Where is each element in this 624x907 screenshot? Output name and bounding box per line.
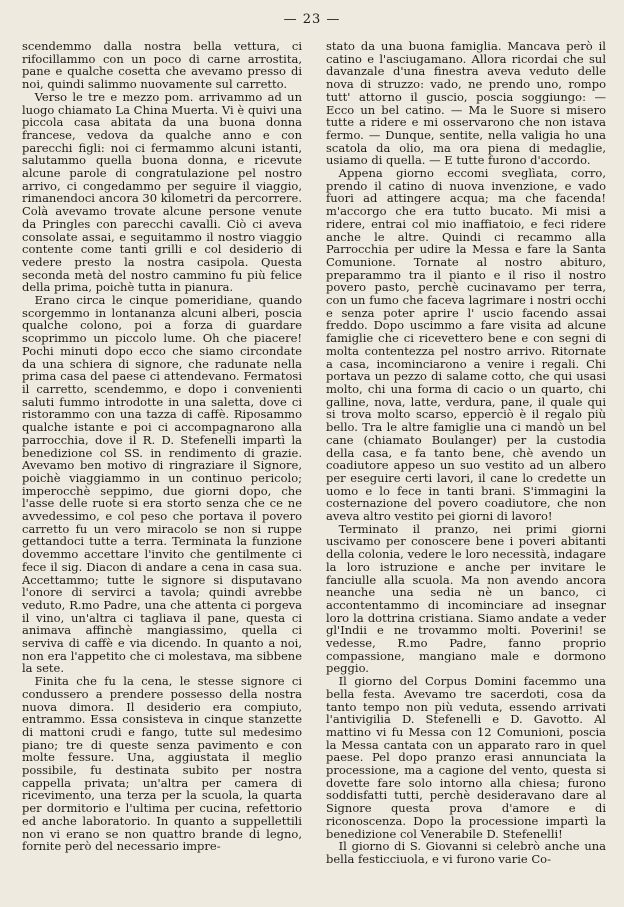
- paragraph: Appena giorno eccomi sveglìata, corro, prendo il catino di nuova invenzione, e vado fuori ad attingere acqua; ma che facenda! m'accorgo che era tutto bucato. Mi misi a ridere, entrai col mio inaffiatoio, e feci ridere anche le altre. Quindi ci recammo alla Parrocchia per udire la Messa e fare la Santa Comunione. Tornate al nostro abituro, preparammo tra il pianto e il riso il nostro povero pasto, perchè cucinavamo per terra, con un fumo che faceva lagrimare i nostri occhi e senza poter aprire l' uscio facendo assai freddo. Dopo uscimmo a fare visita ad alcune famiglie che ci ricevettero bene e con segni di molta contentezza pel nostro arrivo. Ritornate a casa, incominciarono a venire i regali. Chi portava un pezzo di salame cotto, che qui usasi molto, chi una forma di cacio o un quarto, chi galline, nova, latte, verdura, pane, il quale qui si trova molto scarso, epperciò è il regalo più bello. Tra le altre famiglie una ci mandò un bel cane (chiamato Boulanger) per la custodia della casa, e fa tanto bene, chè avendo un coadiutore appeso un suo vestito ad un albero per eseguire certi lavori, il cane lo credette un uomo e lo fece in tanti brani. S'immagini la costernazione del povero coadiutore, che non aveva altro vestito pei giorni di lavoro!: [326, 166, 606, 524]
- paragraph: Il giorno del Corpus Domini facemmo una bella festa. Avevamo tre sacerdoti, cosa da tanto tempo non più veduta, essendo arrivati l'antivigilia D. Stefenelli e D. Gavotto. Al mattino vi fu Messa con 12 Comunioni, poscia la Messa cantata con un apparato raro in quel paese. Pel dopo pranzo erasi annunciata la processione, ma a cagione del vento, questa si dovette fare solo intorno alla chiesa; furono soddisfatti tutti, perchè desideravano dare al Signore questa prova d'amore e di riconoscenza. Dopo la processione impartì la benedizione col Venerabile D. Stefenelli!: [326, 674, 606, 841]
- paragraph: Terminato il pranzo, nei primi giorni uscivamo per conoscere bene i poveri abitanti della colonia, vedere le loro necessità, indagare la loro istruzione e anche per invitare le fanciulle alla scuola. Ma non avendo ancora neanche una sedia nè un banco, ci accontentammo di incominciare ad insegnar loro la dottrina cristiana. Siamo andate a veder gl'Indii e ne trovammo molti. Poverini! se vedesse, R.mo Padre, fanno proprio compassione, mangiano male e dormono peggio.: [326, 521, 606, 676]
- text-column-right: [326, 40, 606, 866]
- paragraph: Il giorno di S. Giovanni si celebrò anche una bella festicciuola, e vi furono varie Co-: [326, 839, 606, 866]
- paragraph: stato da una buona famiglia. Mancava però il catino e l'asciugamano. Allora ricordai che sul davanzale d'una finestra aveva veduto delle nova di struzzo: vado, ne prendo uno, rompo tutt' attorno il guscio, poscia soggiungo: — Ecco un bel catino. — Ma le Suore si misero tutte a ridere e mi osservarono che non istava fermo. — Dunque, sentite, nella valigia ho una scatola da olio, ma ora piena di medaglie, usiamo di quella. — E tutte furono d'accordo.: [326, 39, 606, 168]
- paragraph: Erano circa le cinque pomeridiane, quando scorgemmo in lontananza alcuni alberi, poscia qualche colono, poi a forza di guardare scoprimmo un piccolo lume. Oh che piacere! Pochi minuti dopo ecco che siamo circondate da una schiera di signore, che radunate nella prima casa del paese ci attendevano. Fermatosi il carretto, scendemmo, e dopo i convenienti saluti fummo introdotte in una saletta, dove ci ristorammo con una tazza di caffè. Riposammo qualche istante e poi ci accompagnarono alla parrocchia, dove il R. D. Stefenelli impartì la benedizione col SS. in rendimento di grazie. Avevamo ben motivo di ringraziare il Signore, poichè viaggiammo in un continuo pericolo; imperocchè seppimo, due giorni dopo, che l'asse delle ruote si era storto senza che ce ne avvedessimo, e col peso che portava il povero carretto fu un vero miracolo se non si ruppe gettandoci tutte a terra. Terminata la funzione dovemmo accettare l'invito che gentilmente ci fece il sig. Diacon di andare a cena in casa sua. Accettammo; tutte le signore si disputavano l'onore di servirci a tavola; quindi avrebbe veduto, R.mo Padre, una che attenta ci porgeva il vino, un'altra ci tagliava il pane, questa ci animava affinchè mangiassimo, quella ci serviva di caffè e via dicendo. In quanto a noi, non era l'appetito che ci molestava, ma sibbene la sete.: [22, 293, 302, 676]
- paragraph: Finita che fu la cena, le stesse signore ci condussero a prendere possesso della nostra nuova dimora. Il desiderio era compiuto, entrammo. Essa consisteva in cinque stanzette di mattoni crudi e fango, tutte sul medesimo piano; tre di queste senza pavimento e con molte fessure. Una, aggiustata il meglio possibile, fu destinata subito per nostra cappella privata; un'altra per camera di ricevimento, una terza per la scuola, la quarta per dormitorio e l'ultima per cucina, refettorio ed anche laboratorio. In quanto a suppellettili non vi erano se non quattro brande di legno, fornite però del necessario impre-: [22, 674, 302, 854]
- paragraph: Verso le tre e mezzo pom. arrivammo ad un luogo chiamato La China Muerta. Vi è quivi una piccola casa abitata da una buona donna francese, vedova da qualche anno e con parecchi figli: noi ci fermammo alcuni istanti, salutammo quella buona donna, e ricevute alcune parole di congratulazione pel nostro arrivo, ci congedammo per seguire il viaggio, rimanendoci ancora 30 kilometri da percorrere. Colà avevamo trovate alcune persone venute da Pringles con parecchi cavalli. Ciò ci aveva consolate assai, e seguitammo il nostro viaggio contente come tanti grilli e col desiderio di vedere presto la nostra casipola. Questa seconda metà del nostro cammino fu più felice della prima, poichè tutta in pianura.: [22, 89, 302, 295]
- text-column-left: [22, 40, 302, 853]
- page-number: — 23 —: [283, 12, 341, 27]
- paragraph: scendemmo dalla nostra bella vettura, ci rifocillammo con un poco di carne arrostita, pane e qualche cosetta che avevamo presso di noi, quindi salimmo nuovamente sul carretto.: [22, 39, 302, 92]
